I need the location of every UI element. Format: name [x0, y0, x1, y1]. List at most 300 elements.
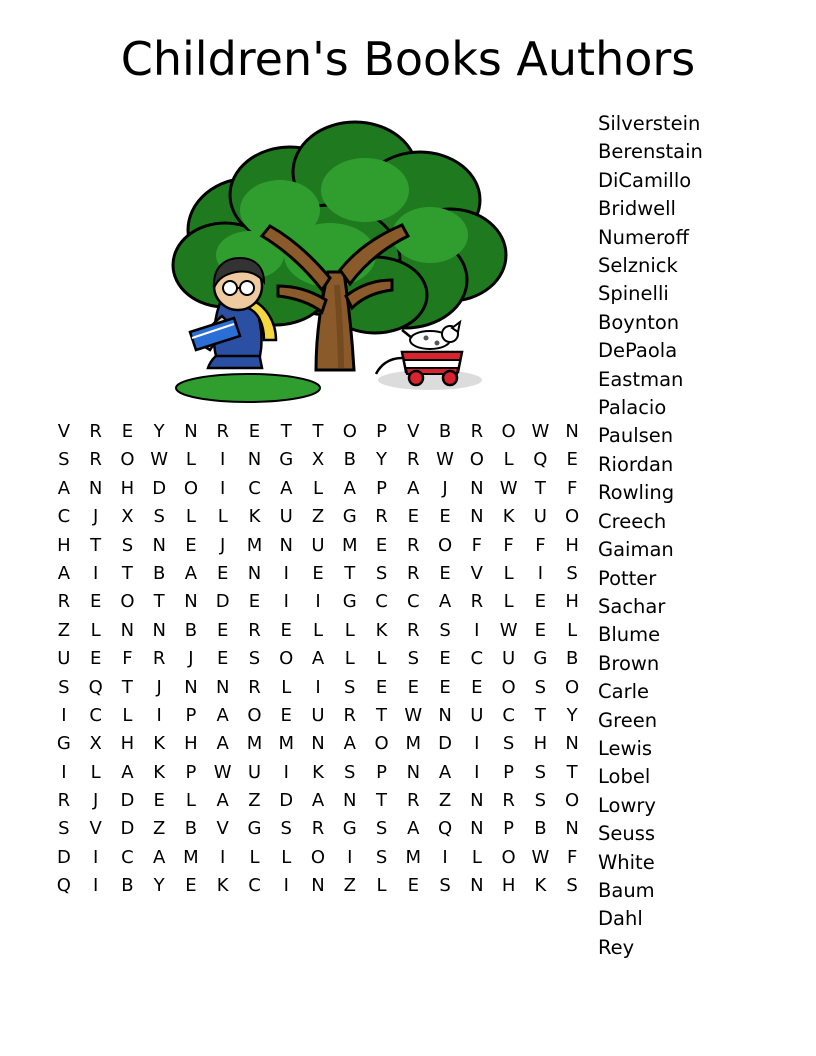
grid-cell: G [247, 818, 262, 840]
grid-cell: S [58, 676, 70, 698]
grid-cell: Q [437, 818, 453, 840]
grid-cell: R [57, 790, 71, 812]
grid-cell: I [283, 591, 289, 613]
grid-cell: S [439, 619, 451, 641]
grid-cell: M [246, 733, 263, 755]
grid-cell: N [343, 790, 357, 812]
grid-cell: Z [438, 790, 452, 812]
grid-cell: V [407, 421, 420, 442]
grid-cell: T [90, 534, 102, 556]
grid-cell: L [185, 506, 196, 528]
grid-cell: X [311, 449, 325, 471]
grid-cell: E [248, 421, 261, 442]
grid-cell: C [57, 506, 71, 528]
grid-cell: U [502, 648, 516, 670]
grid-cell: S [375, 562, 388, 584]
grid-cell: E [89, 591, 102, 613]
word-list-item: Sachar [598, 594, 666, 618]
grid-cell: C [407, 591, 420, 613]
grid-cell: J [220, 534, 226, 556]
grid-cell: A [407, 818, 420, 840]
word-list-item: Green [598, 708, 658, 732]
grid-cell: B [184, 619, 198, 641]
grid-cell: I [92, 846, 99, 868]
grid-cell: O [501, 846, 516, 868]
grid-cell: E [407, 875, 419, 897]
grid-row [48, 844, 588, 872]
grid-cell: E [471, 676, 483, 698]
grid-cell: O [565, 676, 580, 698]
grid-cell: Y [153, 875, 165, 897]
grid-cell: N [215, 676, 230, 698]
grid-cell: R [343, 704, 357, 726]
word-list-item: Riordan [598, 452, 674, 476]
grid-cell: F [566, 477, 578, 499]
grid-cell: Z [343, 875, 356, 897]
grid-cell: S [153, 506, 165, 528]
grid-cell: C [248, 477, 261, 499]
grid-cell: S [58, 449, 70, 471]
grid-cell: D [152, 477, 167, 499]
grid-cell: F [535, 534, 546, 556]
grid-cell: P [185, 761, 197, 783]
grid-cell: E [407, 676, 419, 698]
word-list-item: Seuss [598, 822, 656, 846]
grid-cell: I [315, 676, 321, 698]
word-list-item: Bridwell [598, 197, 676, 221]
grid-cell: L [503, 591, 514, 613]
grid-cell: E [217, 562, 229, 584]
grid-cell: H [120, 733, 135, 755]
grid-cell: N [565, 733, 579, 755]
word-list-item: Dahl [598, 907, 643, 931]
grid-cell: O [501, 421, 516, 442]
grid-cell: N [470, 477, 484, 499]
grid-cell: T [280, 421, 292, 442]
grid-cell: N [406, 761, 421, 783]
grid-cell: S [344, 676, 356, 698]
word-list-item: DiCamillo [598, 168, 692, 192]
grid-cell: S [566, 875, 578, 897]
grid-cell: C [375, 591, 388, 613]
word-search-grid [48, 418, 588, 901]
grid-cell: E [534, 619, 547, 641]
grid-cell: C [470, 648, 484, 670]
grid-cell: I [474, 761, 480, 783]
grid-cell: M [405, 733, 422, 755]
grid-row [48, 588, 588, 616]
grid-cell: E [280, 704, 292, 726]
grid-cell: N [565, 421, 579, 442]
grid-cell: L [376, 648, 387, 670]
grid-cell: A [311, 790, 325, 812]
grid-row [48, 702, 588, 730]
grid-cell: O [565, 790, 580, 812]
grid-cell: O [437, 534, 453, 556]
grid-cell: L [503, 449, 514, 471]
word-list-item: Rey [598, 935, 635, 959]
word-list-item: Spinelli [598, 282, 669, 306]
grid-row [48, 475, 588, 503]
grid-cell: E [566, 449, 578, 471]
grid-row [48, 645, 588, 673]
grid-cell: S [502, 733, 515, 755]
grid-cell: Y [376, 449, 388, 471]
grid-cell: R [470, 421, 484, 442]
grid-cell: N [120, 619, 135, 641]
grid-cell: N [470, 875, 484, 897]
grid-cell: L [185, 449, 196, 471]
grid-cell: N [311, 733, 325, 755]
grid-cell: D [120, 790, 135, 812]
grid-cell: I [220, 449, 226, 471]
grid-row [48, 560, 588, 588]
grid-cell: K [216, 875, 229, 897]
word-list-item: Brown [598, 651, 660, 675]
grid-cell: W [436, 449, 454, 471]
grid-cell: L [281, 676, 292, 698]
grid-cell: I [315, 591, 321, 613]
word-list-item: Rowling [598, 481, 675, 505]
grid-cell: U [470, 704, 484, 726]
word-list-item: DePaola [598, 339, 678, 363]
grid-cell: C [502, 704, 515, 726]
grid-cell: E [121, 421, 134, 442]
grid-cell: A [343, 477, 356, 499]
grid-cell: K [153, 761, 166, 783]
word-list [598, 110, 798, 962]
grid-cell: V [57, 421, 71, 442]
grid-cell: S [407, 648, 420, 670]
grid-cell: J [442, 477, 448, 499]
grid-cell: V [470, 562, 483, 584]
word-list-item: Eastman [598, 367, 684, 391]
grid-cell: A [184, 562, 198, 584]
grid-cell: E [185, 875, 197, 897]
grid-cell: V [216, 818, 229, 840]
grid-cell: D [56, 846, 71, 868]
grid-cell: A [407, 477, 420, 499]
grid-cell: F [122, 648, 133, 670]
grid-cell: W [404, 704, 423, 726]
grid-cell: B [565, 648, 579, 670]
grid-cell: N [247, 562, 262, 584]
grid-cell: E [375, 676, 388, 698]
grid-cell: R [57, 591, 71, 613]
grid-cell: J [188, 648, 194, 670]
grid-cell: Y [566, 704, 578, 726]
grid-cell: T [344, 562, 356, 584]
grid-cell: U [533, 506, 547, 528]
grid-cell: T [534, 477, 546, 499]
grid-cell: Z [153, 818, 166, 840]
grid-cell: T [376, 704, 388, 726]
grid-cell: U [57, 648, 71, 670]
grid-cell: K [153, 733, 166, 755]
grid-cell: J [92, 506, 99, 528]
grid-row [48, 532, 588, 560]
grid-cell: L [344, 619, 355, 641]
grid-cell: R [248, 619, 261, 641]
grid-cell: O [565, 506, 580, 528]
grid-cell: F [471, 534, 483, 556]
grid-cell: N [184, 591, 198, 613]
grid-row [48, 872, 588, 900]
word-list-item: Paulsen [598, 424, 674, 448]
grid-cell: E [89, 648, 102, 670]
grid-cell: W [499, 477, 518, 499]
grid-cell: U [279, 506, 293, 528]
word-list-item: Baum [598, 878, 655, 902]
grid-cell: M [342, 534, 358, 556]
word-list-item: Blume [598, 623, 661, 647]
grid-cell: E [312, 562, 324, 584]
grid-cell: L [344, 648, 355, 670]
word-list-item: Selznick [598, 254, 678, 278]
grid-cell: R [407, 562, 420, 584]
grid-cell: E [375, 534, 388, 556]
grid-cell: G [56, 733, 71, 755]
grid-cell: S [534, 676, 547, 698]
grid-cell: E [217, 619, 229, 641]
word-list-item: Potter [598, 566, 657, 590]
grid-cell: M [246, 534, 263, 556]
grid-cell: Z [248, 790, 261, 812]
grid-cell: H [501, 875, 516, 897]
grid-cell: O [374, 733, 389, 755]
grid-cell: I [61, 761, 67, 783]
grid-cell: E [185, 534, 197, 556]
grid-cell: J [92, 790, 99, 812]
grid-row [48, 787, 588, 815]
grid-cell: O [342, 421, 357, 442]
grid-cell: G [342, 506, 357, 528]
grid-cell: M [405, 846, 422, 868]
grid-cell: E [407, 506, 419, 528]
grid-cell: N [470, 790, 484, 812]
grid-cell: I [61, 704, 67, 726]
word-list-item: Boynton [598, 310, 680, 334]
grid-cell: S [375, 846, 388, 868]
grid-cell: E [439, 676, 451, 698]
grid-cell: I [156, 704, 162, 726]
grid-cell: A [280, 477, 293, 499]
word-list-item: Lewis [598, 736, 653, 760]
grid-cell: A [216, 790, 229, 812]
grid-cell: E [280, 619, 292, 641]
word-list-item: Lowry [598, 793, 656, 817]
grid-cell: L [281, 846, 292, 868]
grid-cell: Q [533, 449, 548, 471]
grid-cell: S [439, 875, 451, 897]
grid-cell: P [185, 704, 197, 726]
grid-cell: G [342, 591, 357, 613]
grid-cell: N [184, 676, 198, 698]
grid-cell: P [376, 477, 387, 499]
word-list-item: Gaiman [598, 538, 674, 562]
grid-cell: E [439, 648, 451, 670]
grid-cell: B [121, 875, 134, 897]
grid-cell: D [215, 591, 230, 613]
grid-cell: B [438, 421, 452, 442]
grid-cell: B [184, 818, 198, 840]
grid-cell: R [407, 449, 420, 471]
grid-cell: N [184, 421, 198, 442]
grid-cell: W [213, 761, 232, 783]
grid-cell: B [534, 818, 547, 840]
grid-cell: K [534, 875, 547, 897]
grid-cell: L [217, 506, 228, 528]
grid-cell: O [120, 591, 135, 613]
grid-cell: D [438, 733, 452, 755]
grid-cell: B [343, 449, 356, 471]
grid-cell: G [279, 449, 294, 471]
grid-cell: R [152, 648, 166, 670]
grid-cell: U [311, 534, 325, 556]
grid-cell: S [248, 648, 261, 670]
grid-cell: S [534, 761, 547, 783]
word-list-item: White [598, 850, 655, 874]
grid-cell: E [153, 790, 165, 812]
grid-cell: N [311, 875, 325, 897]
grid-cell: P [376, 421, 387, 442]
grid-cell: P [376, 761, 387, 783]
grid-cell: T [376, 790, 388, 812]
grid-cell: B [153, 562, 166, 584]
grid-cell: K [375, 619, 388, 641]
grid-cell: A [438, 761, 452, 783]
grid-cell: H [533, 733, 548, 755]
grid-cell: A [121, 761, 134, 783]
grid-cell: W [531, 846, 550, 868]
grid-cell: C [121, 846, 134, 868]
grid-cell: R [216, 421, 229, 442]
grid-cell: R [375, 506, 388, 528]
grid-cell: I [537, 562, 544, 584]
grid-cell: K [502, 506, 515, 528]
grid-cell: L [185, 790, 196, 812]
grid-cell: U [247, 761, 262, 783]
grid-cell: W [150, 449, 169, 471]
grid-cell: L [122, 704, 133, 726]
word-list-item: Berenstain [598, 140, 703, 164]
grid-cell: L [249, 846, 260, 868]
grid-cell: A [57, 477, 71, 499]
grid-cell: E [217, 648, 229, 670]
grid-cell: O [279, 648, 294, 670]
word-list-item: Lobel [598, 765, 651, 789]
grid-cell: O [310, 846, 326, 868]
grid-cell: T [534, 704, 546, 726]
grid-cell: I [474, 733, 480, 755]
grid-cell: T [153, 591, 165, 613]
grid-cell: D [120, 818, 135, 840]
grid-cell: S [375, 818, 388, 840]
grid-cell: T [121, 562, 133, 584]
word-list-item: Silverstein [598, 112, 701, 135]
grid-cell: H [120, 477, 135, 499]
grid-cell: A [57, 562, 71, 584]
grid-cell: L [471, 846, 482, 868]
page-title: Children's Books Authors [120, 32, 696, 86]
grid-cell: T [566, 761, 578, 783]
grid-cell: S [280, 818, 292, 840]
grid-cell: R [89, 449, 102, 471]
grid-cell: A [343, 733, 356, 755]
grid-cell: O [501, 676, 516, 698]
grid-cell: O [247, 704, 262, 726]
grid-cell: E [439, 506, 451, 528]
grid-cell: I [220, 477, 226, 499]
word-list-item: Creech [598, 509, 667, 533]
word-list-item: Carle [598, 680, 649, 704]
grid-cell: S [566, 562, 578, 584]
grid-cell: A [216, 704, 229, 726]
grid-cell: I [474, 619, 480, 641]
grid-cell: G [533, 648, 548, 670]
grid-cell: R [311, 818, 325, 840]
grid-cell: K [312, 761, 324, 783]
grid-cell: X [89, 733, 102, 755]
word-list-item: Numeroff [598, 225, 689, 249]
grid-cell: N [247, 449, 262, 471]
grid-cell: I [283, 562, 289, 584]
grid-row [48, 418, 588, 446]
grid-cell: L [90, 619, 101, 641]
grid-row [48, 759, 588, 787]
grid-cell: I [220, 846, 226, 868]
grid-cell: N [565, 818, 579, 840]
grid-row [48, 674, 588, 702]
grid-cell: W [499, 619, 518, 641]
grid-cell: N [279, 534, 293, 556]
grid-cell: N [438, 704, 452, 726]
grid-cell: E [534, 591, 547, 613]
grid-cell: N [470, 818, 484, 840]
grid-cell: T [312, 421, 324, 442]
grid-cell: Q [56, 875, 71, 897]
grid-cell: Z [311, 506, 325, 528]
grid-cell: R [407, 534, 420, 556]
grid-cell: S [121, 534, 134, 556]
grid-cell: L [90, 761, 101, 783]
grid-cell: Q [88, 676, 103, 698]
grid-row [48, 446, 588, 474]
grid-cell: U [311, 704, 325, 726]
grid-cell: C [248, 875, 261, 897]
grid-cell: N [152, 619, 166, 641]
word-list-item: Palacio [598, 396, 667, 420]
grid-cell: I [442, 846, 448, 868]
grid-cell: L [376, 875, 387, 897]
grid-cell: R [407, 619, 420, 641]
grid-cell: Y [153, 421, 165, 442]
grid-cell: E [248, 591, 261, 613]
grid-cell: G [342, 818, 357, 840]
grid-cell: P [503, 818, 515, 840]
grid-cell: W [531, 421, 550, 442]
grid-cell: L [567, 619, 578, 641]
grid-cell: A [311, 648, 325, 670]
grid-cell: R [470, 591, 484, 613]
grid-cell: O [469, 449, 484, 471]
grid-cell: H [57, 534, 71, 556]
grid-cell: R [248, 676, 261, 698]
grid-cell: R [407, 790, 420, 812]
grid-cell: X [121, 506, 134, 528]
grid-cell: H [565, 534, 579, 556]
grid-cell: L [503, 562, 514, 584]
